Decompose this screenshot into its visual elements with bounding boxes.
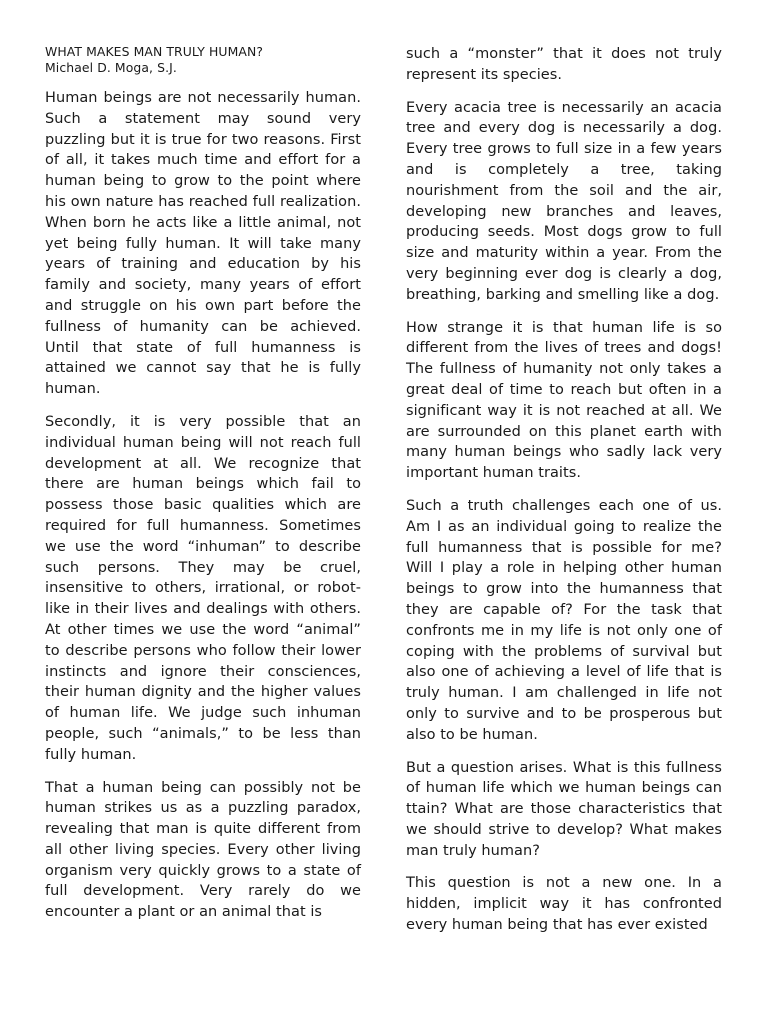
right-column bbox=[406, 44, 722, 948]
paragraph: How strange it is that human life is so different from the lives of trees and dogs! The fullness of humanity not only takes a great deal of time to reach but often in a significant way it is not reached at all. We are surrounded on this planet earth with many human beings who sadly lack very important human traits. bbox=[406, 319, 722, 482]
paragraph: But a question arises. What is this fullness of human life which we human beings can ttain? What are those characteristics that we should strive to develop? What makes man truly human? bbox=[406, 759, 722, 859]
paragraph: Every acacia tree is necessarily an acacia tree and every dog is necessarily a dog. Every tree grows to full size in a few years and is completely a tree, taking nourishment from the soil and the air, developing new branches and leaves, producing seeds. Most dogs grow to full size and maturity within a year. From the very beginning ever dog is clearly a dog, breathing, barking and smelling like a dog. bbox=[406, 99, 722, 303]
paragraph: Such a truth challenges each one of us. Am I as an individual going to realize the full humanness that is possible for me? Will I play a role in helping other human beings to grow into the humanness that they are capable of? For the task that confronts me in my life is not only one of coping with the problems of survival but also one of achieving a level of life that is truly human. I am challenged in life not only to survive and to be prosperous but also to be human. bbox=[406, 497, 722, 743]
paragraph: This question is not a new one. In a hidden, implicit way it has confronted every human being that has ever existed bbox=[406, 875, 722, 934]
paragraph: Secondly, it is very possible that an individual human being will not reach full development at all. We recognize that there are human beings which fail to possess those basic qualities which are required for full humanness. Sometimes we use the word “inhuman” to describe such persons. They may be cruel, insensitive to others, irrational, or robot-like in their lives and dealings with others. At other times we use the word “animal” to describe persons who follow their lower instincts and ignore their consciences, their human dignity and the higher values of human life. We judge such inhuman people, such “animals,” to be less than fully human. bbox=[45, 413, 361, 763]
document-title: WHAT MAKES MAN TRULY HUMAN? bbox=[45, 44, 263, 59]
paragraph: such a “monster” that it does not truly represent its species. bbox=[406, 46, 722, 83]
paragraph: Human beings are not necessarily human. Such a statement may sound very puzzling but it is true for two reasons. First of all, it takes much time and effort for a human being to grow to the point where his own nature has reached full realization. When born he acts like a little animal, not yet being fully human. It will take many years of training and education by his family and society, many years of effort and struggle on his own part before the fullness of humanity can be achieved. Until that state of full humanness is attained we cannot say that he is fully human. bbox=[45, 90, 361, 398]
document-author: Michael D. Moga, S.J. bbox=[45, 60, 177, 75]
paragraph: That a human being can possibly not be human strikes us as a puzzling paradox, revealing that man is quite different from all other living species. Every other living organism very quickly grows to a state of full development. Very rarely do we encounter a plant or an animal that is bbox=[45, 779, 361, 921]
left-column bbox=[45, 44, 361, 935]
